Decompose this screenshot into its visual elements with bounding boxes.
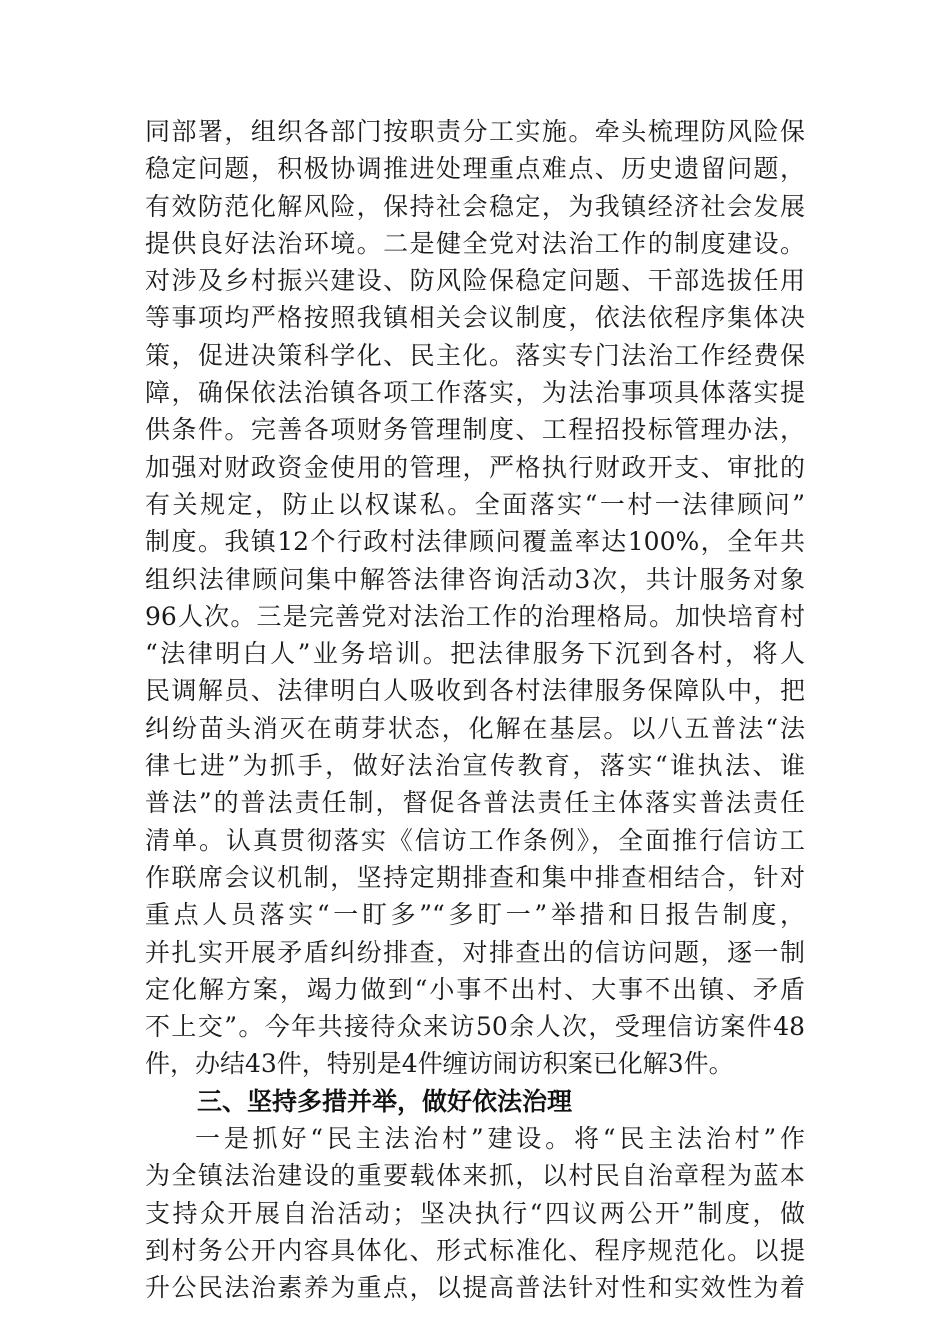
section-heading: 三、坚持多措并举，做好依法治理 [197, 1086, 573, 1116]
text-line: 一是抓好“民主法治村”建设。将“民主法治村”作 [195, 1124, 805, 1154]
text-line: 民调解员、法律明白人吸收到各村法律服务保障队中，把 [145, 676, 805, 706]
text-line: 作联席会议机制，坚持定期排查和集中排查相结合，针对 [145, 862, 805, 892]
text-line: 障，确保依法治镇各项工作落实，为法治事项具体落实提 [145, 378, 805, 408]
text-line: 有关规定，防止以权谋私。全面落实“一村一法律顾问” [145, 489, 805, 519]
text-line: 纠纷苗头消灭在萌芽状态，化解在基层。以八五普法“法 [145, 713, 805, 743]
text-line: 支持众开展自治活动；坚决执行“四议两公开”制度，做 [145, 1198, 805, 1228]
text-line: 稳定问题，积极协调推进处理重点难点、历史遗留问题， [145, 154, 805, 184]
paragraph [145, 1120, 805, 1306]
text-line: 96人次。三是完善党对法治工作的治理格局。加快培育村 [145, 601, 805, 631]
text-line: 不上交”。今年共接待众来访50余人次，受理信访案件48 [145, 1012, 805, 1042]
text-line: 策，促进决策科学化、民主化。落实专门法治工作经费保 [145, 340, 805, 370]
text-line: 升公民法治素养为重点，以提高普法针对性和实效性为着 [145, 1273, 805, 1303]
text-line: 对涉及乡村振兴建设、防风险保稳定问题、干部选拔任用 [145, 266, 805, 296]
text-line: 重点人员落实“一盯多”“多盯一”举措和日报告制度， [145, 900, 805, 930]
text-line: 等事项均严格按照我镇相关会议制度，依法依程序集体决 [145, 303, 805, 333]
text-line: 定化解方案，竭力做到“小事不出村、大事不出镇、矛盾 [145, 974, 805, 1004]
text-line: 供条件。完善各项财务管理制度、工程招投标管理办法， [145, 415, 805, 445]
text-line: 有效防范化解风险，保持社会稳定，为我镇经济社会发展 [145, 191, 805, 221]
text-line: “法律明白人”业务培训。把法律服务下沉到各村，将人 [145, 639, 805, 669]
text-line: 为全镇法治建设的重要载体来抓，以村民自治章程为蓝本 [145, 1161, 805, 1191]
text-line: 到村务公开内容具体化、形式标准化、程序规范化。以提 [145, 1235, 805, 1265]
paragraph-continuation [145, 113, 805, 1083]
document-body [145, 113, 805, 1307]
text-line: 清单。认真贯彻落实《信访工作条例》，全面推行信访工 [145, 825, 805, 855]
text-line: 同部署，组织各部门按职责分工实施。牵头梳理防风险保 [145, 117, 805, 146]
text-line: 制度。我镇12个行政村法律顾问覆盖率达100%，全年共 [145, 527, 805, 557]
text-line: 普法”的普法责任制，督促各普法责任主体落实普法责任 [145, 788, 805, 818]
text-line: 加强对财政资金使用的管理，严格执行财政开支、审批的 [145, 452, 805, 482]
text-line: 提供良好法治环境。二是健全党对法治工作的制度建设。 [145, 228, 805, 258]
text-line: 组织法律顾问集中解答法律咨询活动3次，共计服务对象 [145, 564, 805, 594]
text-line: 律七进”为抓手，做好法治宣传教育，落实“谁执法、谁 [145, 751, 805, 781]
text-line: 并扎实开展矛盾纠纷排查，对排查出的信访问题，逐一制 [145, 937, 805, 967]
text-line: 件，办结43件，特别是4件缠访闹访积案已化解3件。 [145, 1049, 734, 1079]
